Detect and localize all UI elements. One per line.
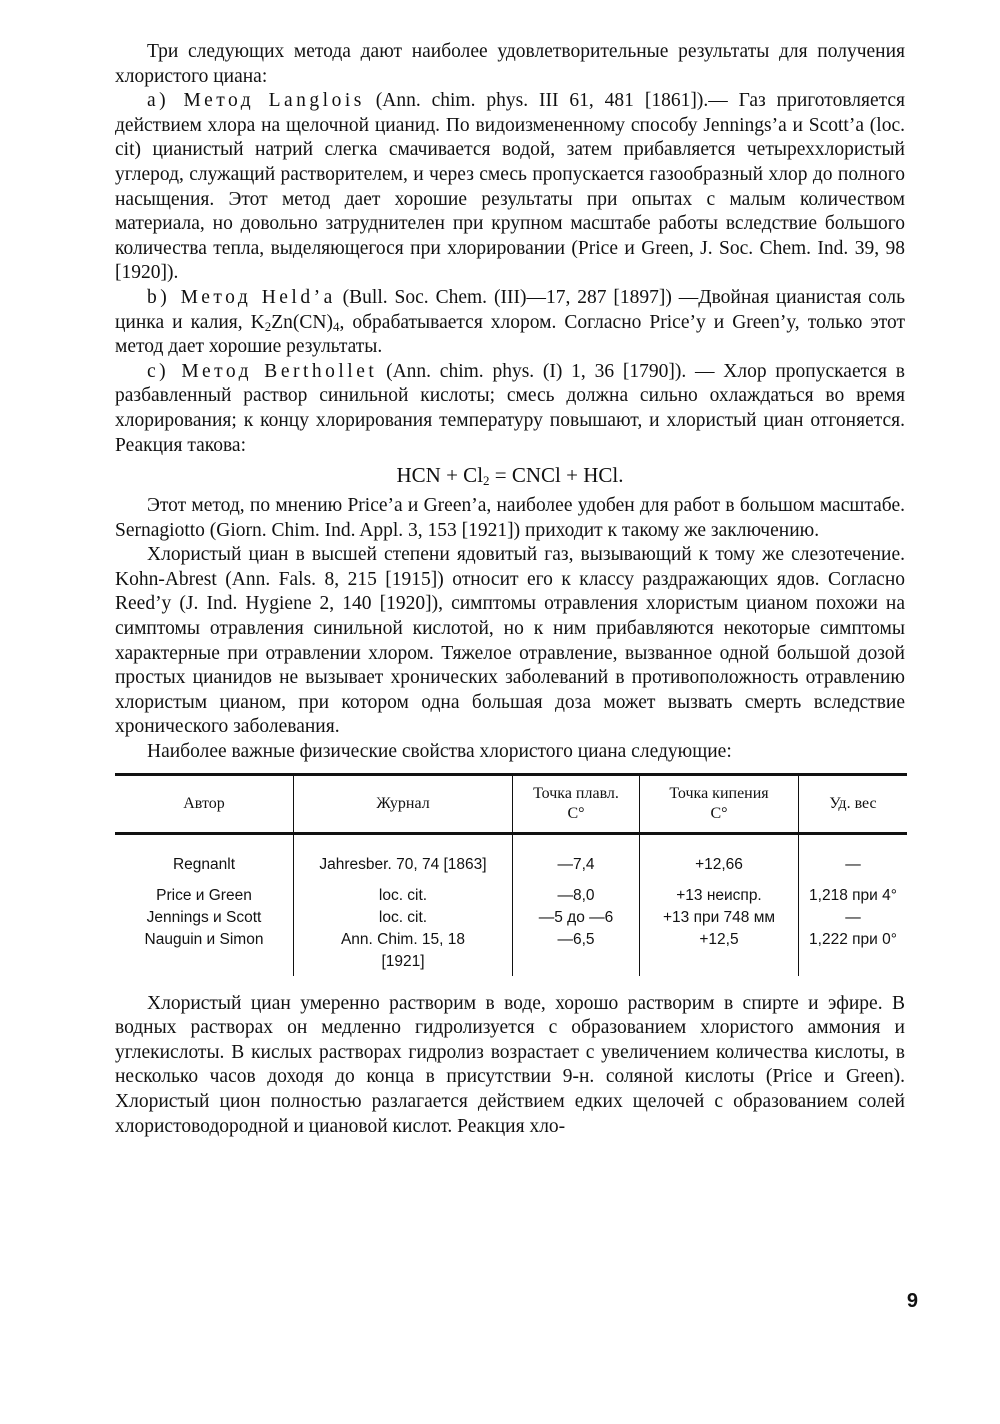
- cell-melting: —7,4: [513, 833, 640, 885]
- cell-journal: Jahresber. 70, 74 [1863]: [294, 833, 513, 885]
- table-row: [115, 929, 907, 951]
- table-row: [115, 907, 907, 929]
- table-row: [115, 951, 907, 976]
- cell-density: 1,222 при 0°: [799, 929, 908, 951]
- header-boiling-point: [640, 774, 799, 833]
- formula-subscript: 2: [483, 473, 490, 489]
- cell-boiling: +12,66: [640, 833, 799, 885]
- page-body: [115, 40, 905, 1139]
- subscript: 2: [264, 318, 272, 334]
- page-number: 9: [906, 1290, 918, 1312]
- paragraph-method-berthollet: [115, 360, 905, 458]
- cell-boiling: [640, 951, 799, 976]
- method-text-berthollet: (Ann. chim. phys. (I) 1, 36 [1790]). — Хлор пропускается в разбавленный раствор синильной кислоты; смесь должна сильно охлаждаться во время хлорирования; к концу хлорирования температуру повышают, и хлористый циан отгоняется. Реакция такова:: [115, 360, 905, 456]
- cell-author: [115, 951, 294, 976]
- header-density: Уд. вес: [799, 774, 908, 833]
- cell-boiling: +13 при 748 мм: [640, 907, 799, 929]
- cell-melting: —8,0: [513, 885, 640, 907]
- paragraph-toxicity: Хлористый циан в высшей степени ядовитый газ, вызывающий к тому же слезотечение. Kohn-Abrest (Ann. Fals. 8, 215 [1915]) относит его к классу раздражающих ядов. Согласно Reed’y (J. Ind. Hygiene 2, 140 [1920]), симптомы отравления хлористым цианом похожи на симптомы отравления синильной кислотой, но к ним прибавляются некоторые симптомы характерные при отравлении хлором. Тяжелое отравление, вызванное одной большой дозой простых цианидов не вызывает хронических заболеваний в противоположность отравлению хлористым цианом, при котором одна большая доза может вызвать смерть вследствие хронического заболевания.: [115, 544, 905, 738]
- cell-melting: [513, 951, 640, 976]
- cell-density: 1,218 при 4°: [799, 885, 908, 907]
- table-row: [115, 885, 907, 907]
- physical-properties-table: [115, 773, 907, 976]
- paragraph-table-intro: Наиболее важные физические свойства хлористого циана следующие:: [147, 741, 732, 763]
- cell-melting: —5 до —6: [513, 907, 640, 929]
- method-text-held-2: Zn(CN): [271, 311, 333, 333]
- table-header-row: [115, 774, 907, 833]
- reaction-formula: [115, 462, 905, 488]
- cell-boiling: +12,5: [640, 929, 799, 951]
- header-journal: Журнал: [294, 774, 513, 833]
- paragraph-method-opinion: Этот метод, по мнению Price’a и Green’a, наиболее удобен для работ в большом масштабе. Sernagiotto (Giorn. Chim. Ind. Appl. 3, 153 [1921]) приходит к такому же заключению.: [115, 495, 905, 541]
- header-melting-label: Точка плавл.: [533, 784, 619, 802]
- method-text-held-1: (Bull. Soc. Chem. (III)—17, 287 [1897]) —Двойная цианистая соль цинка и калия, K: [115, 286, 905, 333]
- method-label-langlois: a) Метод Langlois: [147, 90, 365, 112]
- cell-author: Price и Green: [156, 886, 252, 904]
- method-label-berthollet: c) Метод Berthollet: [147, 360, 378, 382]
- cell-author: Regnanlt: [172, 855, 236, 873]
- cell-melting: —6,5: [513, 929, 640, 951]
- table-row: [115, 833, 907, 885]
- cell-boiling: +13 неиспр.: [640, 885, 799, 907]
- paragraph-solubility: Хлористый циан умеренно растворим в воде, хорошо растворим в спирте и эфире. В водных растворах он медленно гидролизуется с образованием хлористого аммония и углекислоты. В кислых растворах гидролиз возрастает с увеличением количества кислоты, в несколько часов доходя до конца в присутствии 9-н. соляной кислоты (Price и Green). Хлористый цион полностью разлагается действием едких щелочей с образованием солей хлористоводородной и циановой кислот. Реакция хло-: [115, 992, 905, 1137]
- header-author: Автор: [115, 774, 294, 833]
- cell-density: —: [799, 907, 908, 929]
- paragraph-intro: Три следующих метода дают наиболее удовлетворительные результаты для получения хлористого циана:: [115, 41, 905, 87]
- method-text-held-3: , обрабатывается хлором. Согласно Price’y и Green’y, только этот метод дает хорошие результаты.: [115, 311, 905, 358]
- header-boiling-label: Точка кипения: [669, 784, 769, 802]
- cell-author: Jennings и Scott: [146, 908, 262, 926]
- cell-journal: loc. cit.: [294, 885, 513, 907]
- cell-author: Nauguin и Simon: [144, 930, 264, 948]
- cell-density: [799, 951, 908, 976]
- cell-journal: Ann. Chim. 15, 18: [294, 929, 513, 951]
- header-boiling-unit: C°: [710, 804, 728, 822]
- subscript: 4: [332, 318, 340, 334]
- paragraph-method-langlois: [115, 89, 905, 286]
- paragraph-method-held: [115, 286, 905, 360]
- header-melting-unit: C°: [567, 804, 585, 822]
- method-text-langlois: (Ann. chim. phys. III 61, 481 [1861]).— Газ приготовляется действием хлора на щелочной цианид. По видоизмененному способу Jennings’a и Scott’a (loc. cit) цианистый натрий слегка смачивается водой, затем прибавляется четыреххлористый углерод, служащий растворителем, и через смесь пропускается газообразный хлор до полного насыщения. Этот метод дает хорошие результаты при опытах с малым количеством материала, но довольно затруднителен при крупном масштабе работы вследствие большого количества тепла, выделяющегося при хлорировании (Price и Green, J. Soc. Chem. Ind. 39, 98 [1920]).: [115, 90, 906, 284]
- header-melting-point: [513, 774, 640, 833]
- formula-left: HCN + Cl: [396, 463, 484, 488]
- cell-journal: loc. cit.: [294, 907, 513, 929]
- cell-density: —: [799, 833, 908, 885]
- method-label-held: b) Метод Held’a: [147, 286, 336, 308]
- cell-journal: [1921]: [294, 951, 513, 976]
- formula-right: = CNCl + HCl.: [489, 463, 624, 488]
